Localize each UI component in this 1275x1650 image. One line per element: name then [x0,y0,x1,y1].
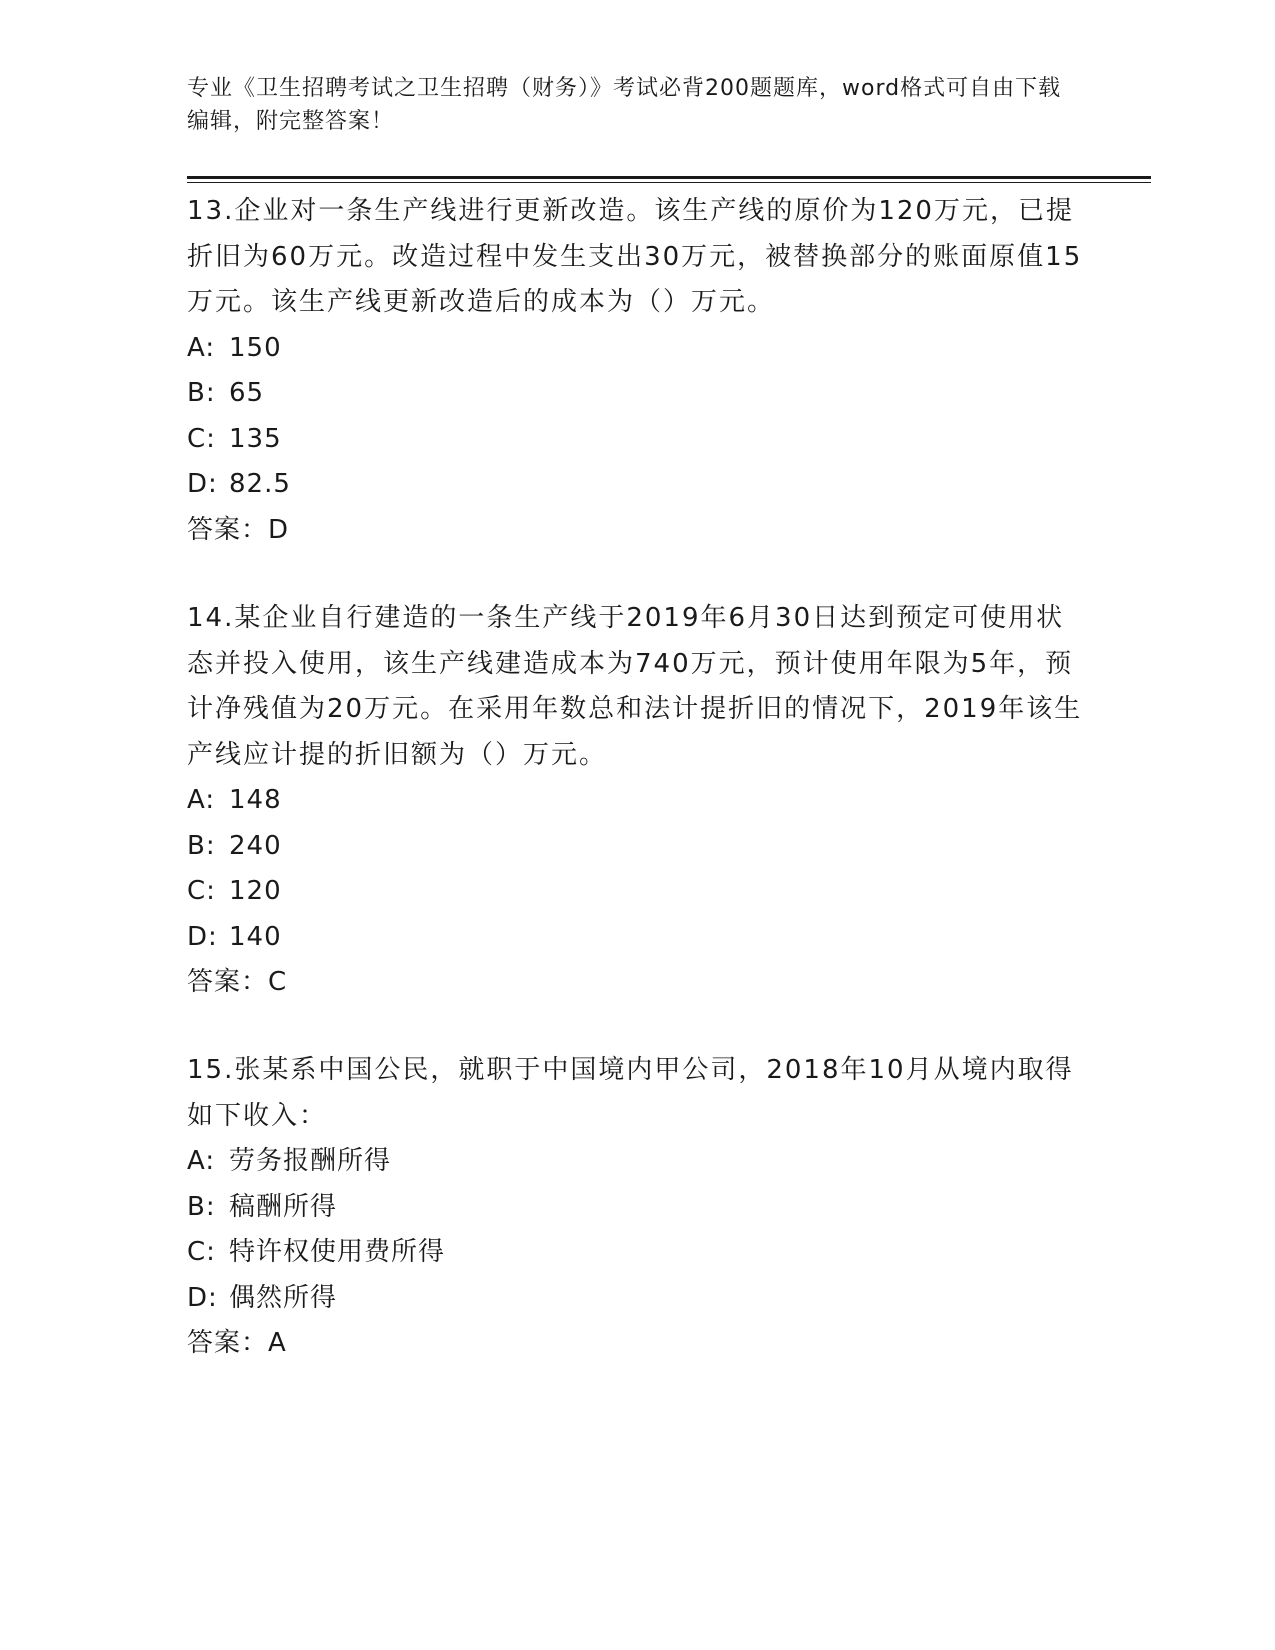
option-c [187,1230,1087,1276]
answer-line: 答案：A [187,1328,287,1358]
option-key: A: [187,785,216,815]
option-d [187,1276,1087,1322]
answer-line: 答案：C [187,967,288,997]
option-text: 特许权使用费所得 [229,1237,446,1267]
option-b [187,824,1087,870]
option-c [187,869,1087,915]
option-text: 240 [229,830,282,861]
option-key: D: [187,469,218,499]
option-text: 150 [229,332,282,363]
option-d [187,462,1087,508]
option-text: 偶然所得 [229,1282,338,1313]
option-key: A: [187,1146,216,1176]
option-d [187,915,1087,961]
option-key: C: [187,1237,216,1267]
option-text: 148 [229,785,282,815]
option-a [187,778,1087,824]
question-13 [187,189,1087,553]
question-14 [187,596,1087,1006]
option-key: C: [187,876,216,906]
header-divider-thin [187,182,1151,183]
option-key: A: [187,332,216,363]
option-text: 120 [229,876,282,906]
option-a [187,326,1087,372]
question-stem: 13.企业对一条生产线进行更新改造。该生产线的原价为120万元，已提折旧为60万元。改造过程中发生支出30万元，被替换部分的账面原值15万元。该生产线更新改造后的成本为（）万元。 [187,196,1083,317]
option-b [187,1185,1087,1231]
option-text: 65 [229,378,265,408]
option-key: B: [187,378,216,408]
option-key: B: [187,830,216,861]
option-text: 82.5 [229,469,291,499]
option-text: 140 [229,921,282,952]
question-15 [187,1048,1087,1367]
header-divider-thick [187,176,1151,179]
document-header: 专业《卫生招聘考试之卫生招聘（财务）》考试必背200题题库，word格式可自由下载编辑，附完整答案！ [187,76,1062,134]
option-key: C: [187,423,216,454]
option-key: D: [187,1282,218,1313]
option-text: 135 [229,423,282,454]
option-key: D: [187,921,218,952]
option-text: 劳务报酬所得 [229,1146,392,1176]
question-stem: 15.张某系中国公民，就职于中国境内甲公司，2018年10月从境内取得如下收入： [187,1055,1074,1131]
option-text: 稿酬所得 [229,1191,338,1222]
option-b [187,371,1087,417]
option-key: B: [187,1191,216,1222]
answer-line: 答案：D [187,514,290,545]
option-c [187,417,1087,463]
question-stem: 14.某企业自行建造的一条生产线于2019年6月30日达到预定可使用状态并投入使用，该生产线建造成本为740万元，预计使用年限为5年，预计净残值为20万元。在采用年数总和法计提折旧的情况下，2019年该生产线应计提的折旧额为（）万元。 [187,603,1083,770]
option-a [187,1139,1087,1185]
